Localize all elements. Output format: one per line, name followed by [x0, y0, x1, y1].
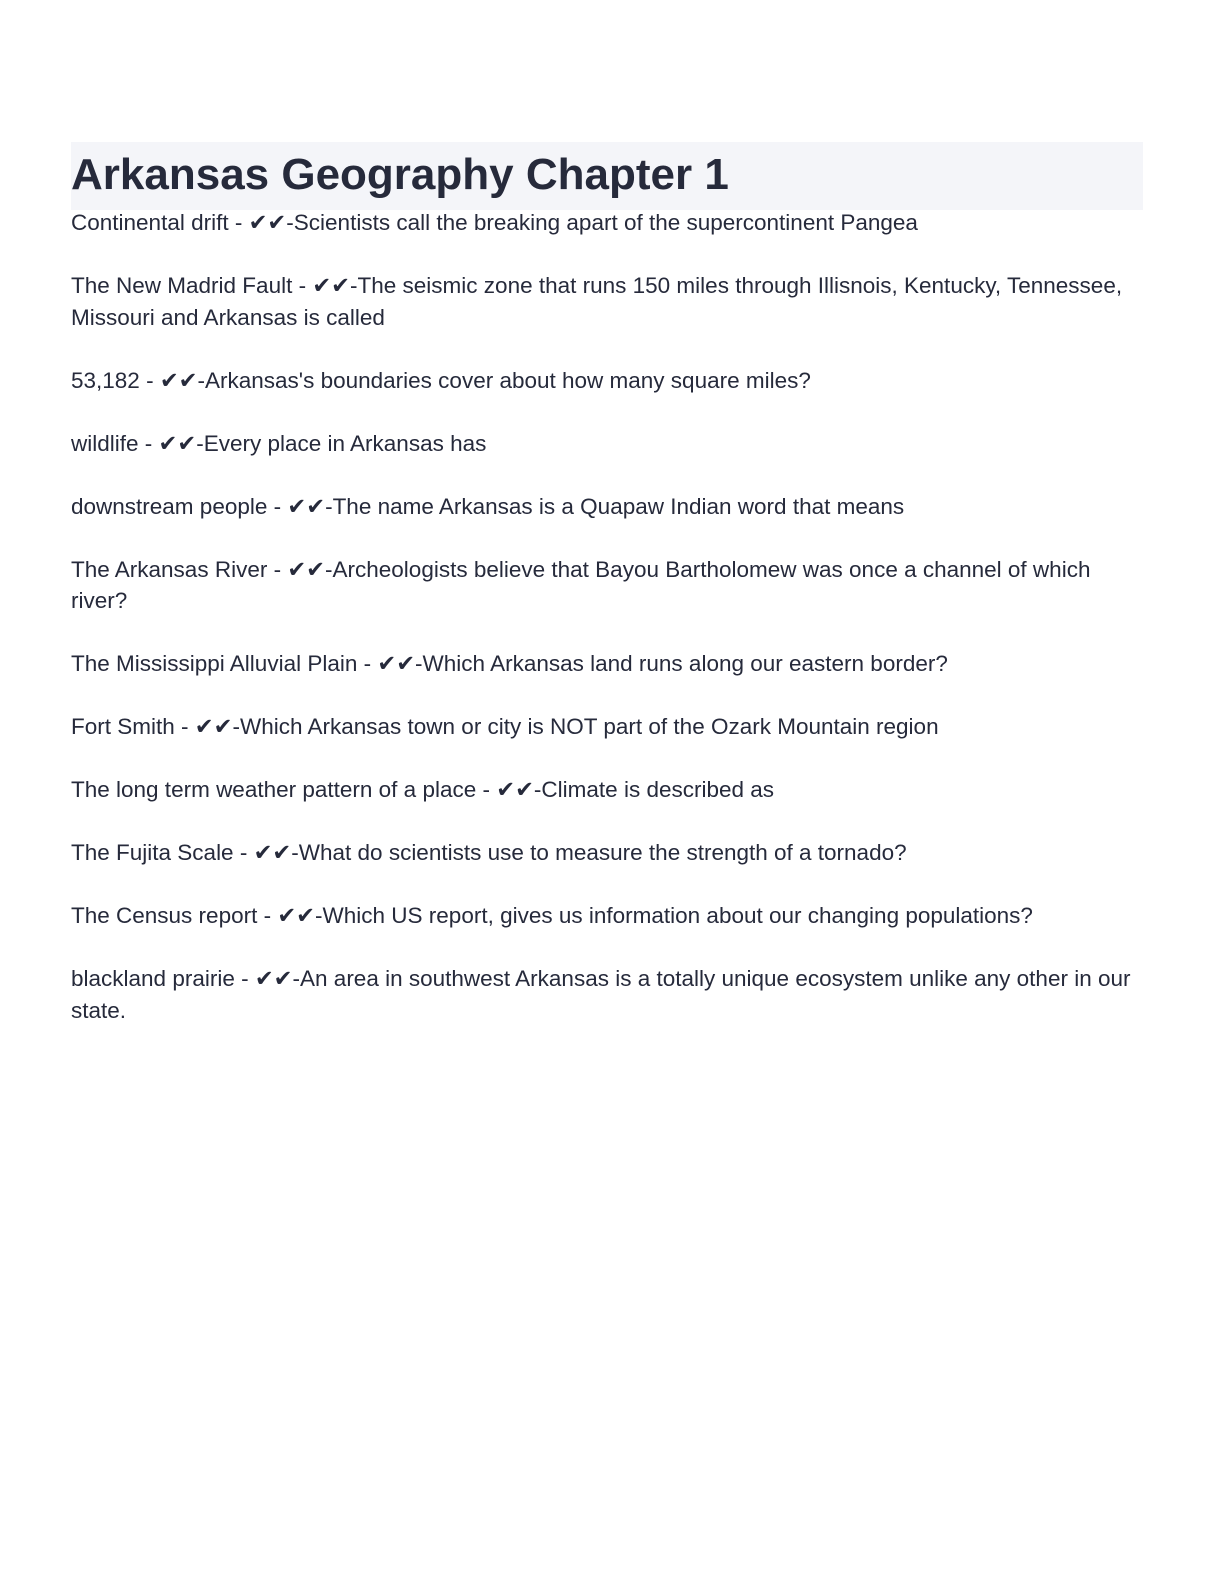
list-item: blackland prairie - ✔✔-An area in southwest Arkansas is a totally unique ecosystem unlike any other in our state. — [71, 966, 1131, 1023]
page-title: Arkansas Geography Chapter 1 — [71, 150, 729, 199]
title-band — [71, 142, 1143, 210]
list-item: The Census report - ✔✔-Which US report, gives us information about our changing populations? — [71, 903, 1033, 928]
list-item: The Fujita Scale - ✔✔-What do scientists use to measure the strength of a tornado? — [71, 840, 907, 865]
list-item: The Mississippi Alluvial Plain - ✔✔-Which Arkansas land runs along our eastern border? — [71, 651, 948, 676]
list-item: Continental drift - ✔✔-Scientists call the breaking apart of the supercontinent Pangea — [71, 210, 918, 235]
entry-list — [71, 207, 1143, 1026]
document-page — [71, 142, 1143, 1058]
list-item: The Arkansas River - ✔✔-Archeologists believe that Bayou Bartholomew was once a channel of which river? — [71, 556, 1091, 613]
list-item: The New Madrid Fault - ✔✔-The seismic zone that runs 150 miles through Illisnois, Kentucky, Tennessee, Missouri and Arkansas is called — [71, 273, 1123, 330]
list-item: 53,182 - ✔✔-Arkansas's boundaries cover about how many square miles? — [71, 367, 811, 393]
list-item: The long term weather pattern of a place - ✔✔-Climate is described as — [71, 777, 775, 802]
list-item: downstream people - ✔✔-The name Arkansas is a Quapaw Indian word that means — [71, 493, 905, 519]
list-item: wildlife - ✔✔-Every place in Arkansas has — [71, 430, 487, 456]
list-item: Fort Smith - ✔✔-Which Arkansas town or city is NOT part of the Ozark Mountain region — [71, 714, 939, 739]
